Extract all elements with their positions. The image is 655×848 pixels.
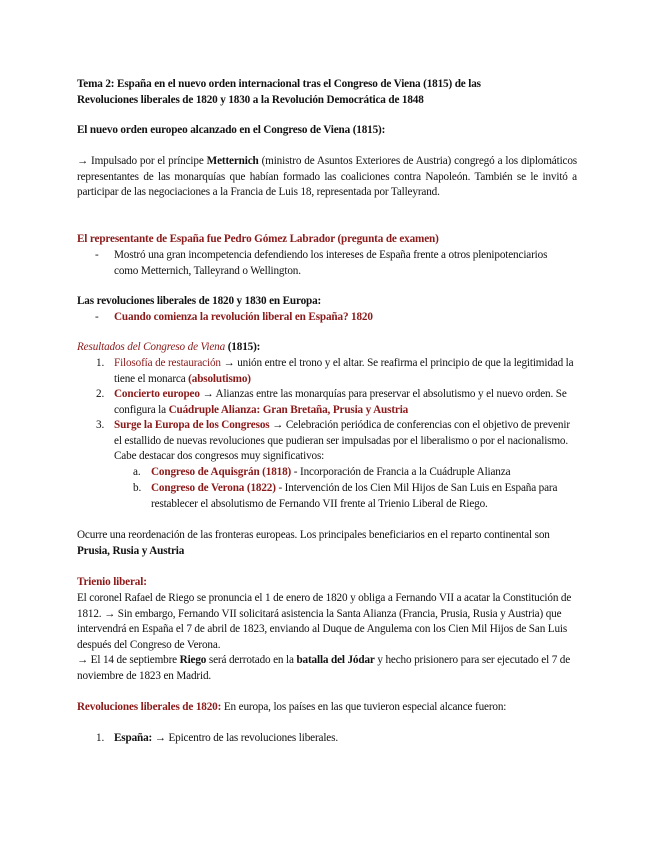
metternich-name: Metternich <box>206 155 259 167</box>
list-dash: - <box>95 249 99 261</box>
heading-resultados: Resultados del Congreso de Viena (1815): <box>77 341 261 353</box>
heading-representante: El representante de España fue Pedro Gómez Labrador (pregunta de examen) <box>77 233 439 245</box>
paragraph-trienio-1: El coronel Rafael de Riego se pronuncia el 1 de enero de 1820 y obliga a Fernando VII a acatar la Constitución de 1812. → Sin embargo, Fernando VII solicitará asistencia la Santa Alianza (Francia, Prusia, Rusia y Austria) que intervendrá en España el 7 de abril de 1823, enviando al Duque de Angulema con los Cien Mil Hijos de San Luis después del Congreso de Verona. <box>77 592 572 651</box>
list-dash: - <box>95 311 99 323</box>
arrow-icon: → <box>77 155 89 167</box>
representante-text: Mostró una gran incompetencia defendiendo los intereses de España frente a otros plenipotenciarios como Metternich, Talleyrand o Wellington. <box>114 249 548 277</box>
heading-rev1820: Revoluciones liberales de 1820: <box>77 701 222 713</box>
heading-trienio: Trienio liberal: <box>77 576 147 588</box>
list-item: 3. Surge la Europa de los Congresos → Celebración periódica de conferencias con el objetivo de prevenir el estallido de nuevas revoluciones que pudieran ser impulsadas por el liberalismo o por el nacionalismo. Cabe destacar dos congresos muy significativos: <box>96 419 570 463</box>
list-item: 1. España: → Epicentro de las revoluciones liberales. <box>96 732 338 744</box>
list-item-representante <box>77 248 577 280</box>
list-item: 2. Concierto europeo → Alianzas entre las monarquías para preservar el absolutismo y el nuevo orden. Se configura la Cuádruple Alianza: Gran Bretaña, Prusia y Austria <box>96 388 567 416</box>
paragraph-reordenacion: Ocurre una reordenación de las fronteras europeas. Los principales beneficiarios en el reparto continental son Prusia, Rusia y Austria <box>77 529 550 557</box>
paragraph-trienio-2: → El 14 de septiembre Riego será derrotado en la batalla del Jódar y hecho prisionero para ser ejecutado el 7 de noviembre de 1823 en Madrid. <box>77 654 571 682</box>
list-item: 1. Filosofía de restauración → unión entre el trono y el altar. Se reafirma el principio de que la legitimidad la tiene el monarca (absolutismo) <box>96 357 574 385</box>
sub-list-item: b. Congreso de Verona (1822) - Intervención de los Cien Mil Hijos de San Luis en España para restablecer el absolutismo de Fernando VII frente al Trienio Liberal de Riego. <box>133 482 558 510</box>
section-heading-nuevo-orden: El nuevo orden europeo alcanzado en el Congreso de Viena (1815): <box>77 124 386 136</box>
list-item-revoluciones <box>77 310 577 326</box>
title-line-1: Tema 2: España en el nuevo orden internacional tras el Congreso de Viena (1815) de las <box>77 78 481 90</box>
paragraph-rev1820: Revoluciones liberales de 1820: En europa, los países en las que tuvieron especial alcance fueron: <box>77 701 507 713</box>
sub-list-item: a. Congreso de Aquisgrán (1818) - Incorporación de Francia a la Cuádruple Alianza <box>133 466 511 478</box>
revoluciones-question: Cuando comienza la revolución liberal en España? 1820 <box>114 311 373 323</box>
paragraph-metternich: → Impulsado por el príncipe Metternich (ministro de Asuntos Exteriores de Austria) congregó a los diplomáticos representantes de las monarquías que habían formado las coaliciones contra Napoleón. También se le invitó a participar de las negociaciones a la Francia de Luis 18, representada por Talleyrand. <box>77 155 577 199</box>
heading-revoluciones: Las revoluciones liberales de 1820 y 1830 en Europa: <box>77 295 322 307</box>
title-line-2: Revoluciones liberales de 1820 y 1830 a la Revolución Democrática de 1848 <box>77 93 424 106</box>
document-title <box>77 77 577 108</box>
